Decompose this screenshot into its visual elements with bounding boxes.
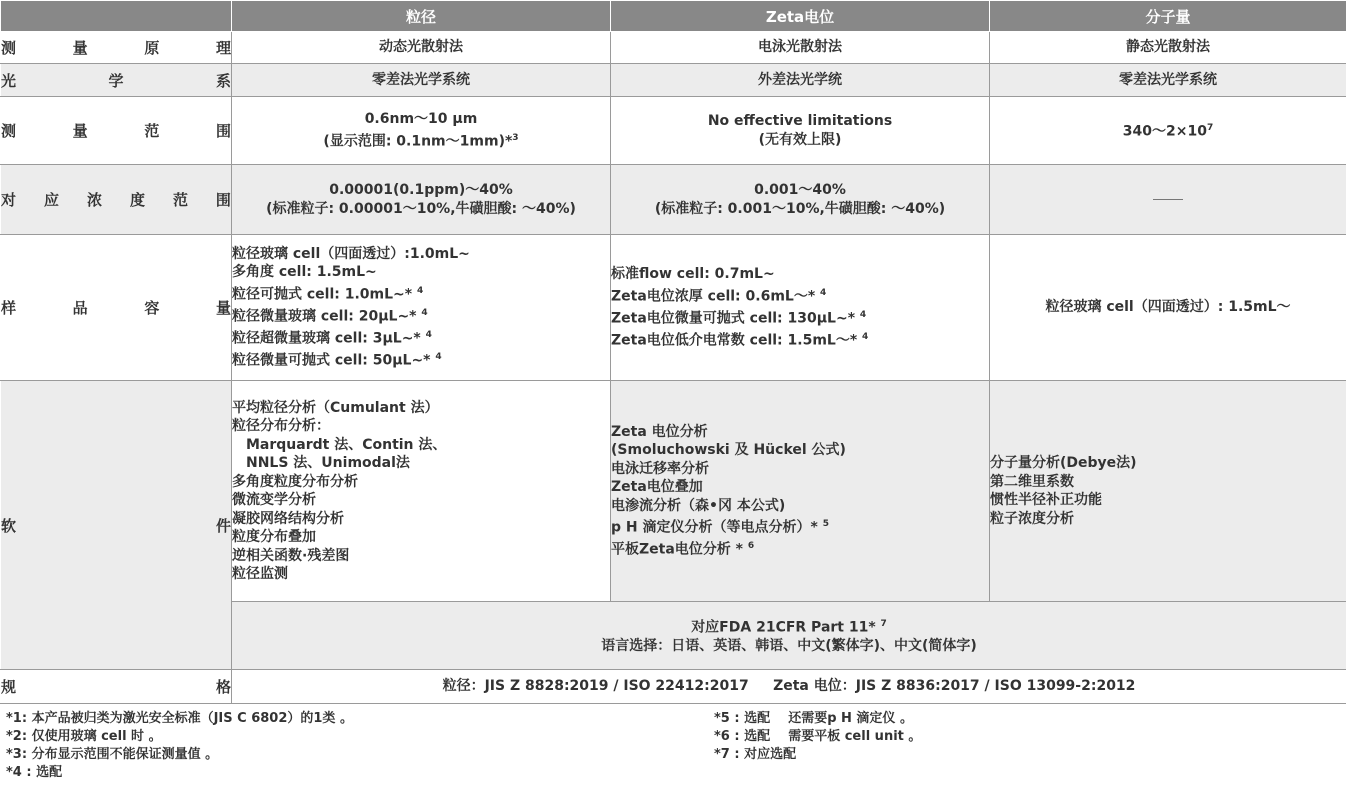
- range-molecular-weight: $340\sim 2\times 10^7$: [990, 97, 1346, 165]
- software-molecular-weight: [990, 381, 1346, 602]
- row-label-concentration: 对 应 浓 度 范 围: [1, 165, 232, 235]
- optics-particle-size: 零差法光学系统: [232, 64, 611, 97]
- footnotes-right: [714, 710, 921, 764]
- standards-text: 粒径：JIS Z 8828:2019 / ISO 22412:2017 Zeta 电位：JIS Z 8836:2017 / ISO 13099-2:2012: [232, 670, 1346, 704]
- list-item: Zeta电位低介电常数 cell: 1.5mL～* $^4$: [611, 331, 869, 349]
- software-shared: 对应FDA 21CFR Part 11* $^7$ 语言选择：日语、英语、韩语、中文(繁体字)、中文(简体字): [232, 602, 1346, 670]
- row-label-range: 测 量 范 围: [1, 97, 232, 165]
- optics-molecular-weight: 零差法光学系统: [990, 64, 1346, 97]
- optics-zeta: 外差法光学统: [611, 64, 990, 97]
- range-particle-size: 0.6nm～10 μm (显示范围: 0.1nm～1mm)*$^3$: [232, 97, 611, 165]
- header-row: [1, 1, 1346, 32]
- list-item: 多角度 cell: 1.5mL~: [232, 264, 377, 281]
- list-item: 第二维里系数: [990, 473, 1074, 490]
- list-item: 逆相关函数·残差图: [232, 547, 350, 564]
- row-label-software: 软 件: [1, 381, 232, 670]
- list-item: Marquardt 法、Contin 法、: [246, 436, 447, 453]
- row-principle: [1, 32, 1346, 64]
- list-item: Zeta电位微量可抛式 cell: 130μL~* $^4$: [611, 309, 867, 327]
- principle-molecular-weight: 静态光散射法: [990, 32, 1346, 64]
- volume-molecular-weight: 粒径玻璃 cell（四面透过）: 1.5mL～: [990, 235, 1346, 381]
- row-label-sample-volume: 样 品 容 量: [1, 235, 232, 381]
- list-item: 电渗流分析（森•冈 本公式): [611, 497, 786, 514]
- row-optics: [1, 64, 1346, 97]
- software-particle-size: [232, 381, 611, 602]
- footnote: *2: 仅使用玻璃 cell 时 。: [6, 729, 162, 744]
- list-item: 惯性半径补正功能: [990, 492, 1102, 508]
- list-item: NNLS 法、Unimodal法: [246, 455, 410, 471]
- footnotes-left: [6, 710, 353, 782]
- list-item: 粒径可抛式 cell: 1.0mL~* $^4$: [232, 285, 424, 303]
- volume-particle-size: [232, 235, 611, 381]
- footnote: *6 : 选配 需要平板 cell unit 。: [714, 729, 922, 744]
- row-standard: [1, 670, 1346, 704]
- list-item: 粒度分布叠加: [232, 529, 316, 545]
- list-item: (Smoluchowski 及 Hückel 公式): [611, 442, 846, 459]
- row-label-standard: 规 格: [1, 670, 232, 704]
- list-item: 粒径微量可抛式 cell: 50μL~* $^4$: [232, 352, 442, 369]
- list-item: 分子量分析(Debye法): [990, 455, 1137, 471]
- list-item: 粒径玻璃 cell（四面透过）:1.0mL~: [232, 245, 470, 262]
- row-label-optics: 光 学 系: [1, 64, 232, 97]
- header-zeta-potential: Zeta电位: [611, 1, 990, 32]
- principle-zeta: 电泳光散射法: [611, 32, 990, 64]
- list-item: Zeta电位浓厚 cell: 0.6mL～* $^4$: [611, 287, 827, 305]
- header-blank: [1, 1, 232, 32]
- footnote: *4 : 选配: [6, 765, 63, 780]
- row-sample-volume: [1, 235, 1346, 381]
- footnote: *7 : 对应选配: [714, 747, 797, 762]
- list-item: 平板Zeta电位分析 * $^6$: [611, 541, 755, 558]
- range-zeta: No effective limitations (无有效上限): [611, 97, 990, 165]
- list-item: 多角度粒度分布分析: [232, 473, 358, 490]
- row-range: [1, 97, 1346, 165]
- principle-particle-size: 动态光散射法: [232, 32, 611, 64]
- list-item: 微流变学分析: [232, 492, 316, 508]
- list-item: 电泳迁移率分析: [611, 460, 709, 477]
- header-particle-size: 粒径: [232, 1, 611, 32]
- row-concentration: [1, 165, 1346, 235]
- volume-zeta: [611, 235, 990, 381]
- list-item: 粒径分布分析：: [232, 418, 330, 434]
- list-item: 凝胶网络结构分析: [232, 510, 344, 527]
- list-item: 粒径超微量玻璃 cell: 3μL~* $^4$: [232, 330, 432, 347]
- footnote: *1: 本产品被归类为激光安全标准（JIS C 6802）的1类 。: [6, 711, 353, 726]
- header-molecular-weight: 分子量: [990, 1, 1346, 32]
- list-item: p H 滴定仪分析（等电点分析）* $^5$: [611, 519, 829, 536]
- not-applicable-dash: [1153, 199, 1183, 200]
- row-software: [1, 381, 1346, 602]
- conc-zeta: 0.001～40% (标准粒子: 0.001～10%,牛磺胆酸: ～40%): [611, 165, 990, 235]
- footnote: *5 : 选配 还需要p H 滴定仪 。: [714, 711, 913, 726]
- list-item: 标准flow cell: 0.7mL~: [611, 266, 775, 283]
- conc-particle-size: 0.00001(0.1ppm)～40% (标准粒子: 0.00001～10%,牛磺胆酸: ～40%): [232, 165, 611, 235]
- software-zeta: [611, 381, 990, 602]
- list-item: 粒子浓度分析: [990, 510, 1074, 527]
- list-item: Zeta 电位分析: [611, 423, 708, 440]
- list-item: Zeta电位叠加: [611, 479, 703, 496]
- conc-molecular-weight: [990, 165, 1346, 235]
- list-item: 粒径微量玻璃 cell: 20μL~* $^4$: [232, 307, 428, 325]
- footnote: *3: 分布显示范围不能保证测量值 。: [6, 747, 219, 762]
- list-item: 平均粒径分析（Cumulant 法）: [232, 399, 439, 416]
- row-label-principle: 测 量 原 理: [1, 32, 232, 64]
- list-item: 粒径监测: [232, 566, 288, 582]
